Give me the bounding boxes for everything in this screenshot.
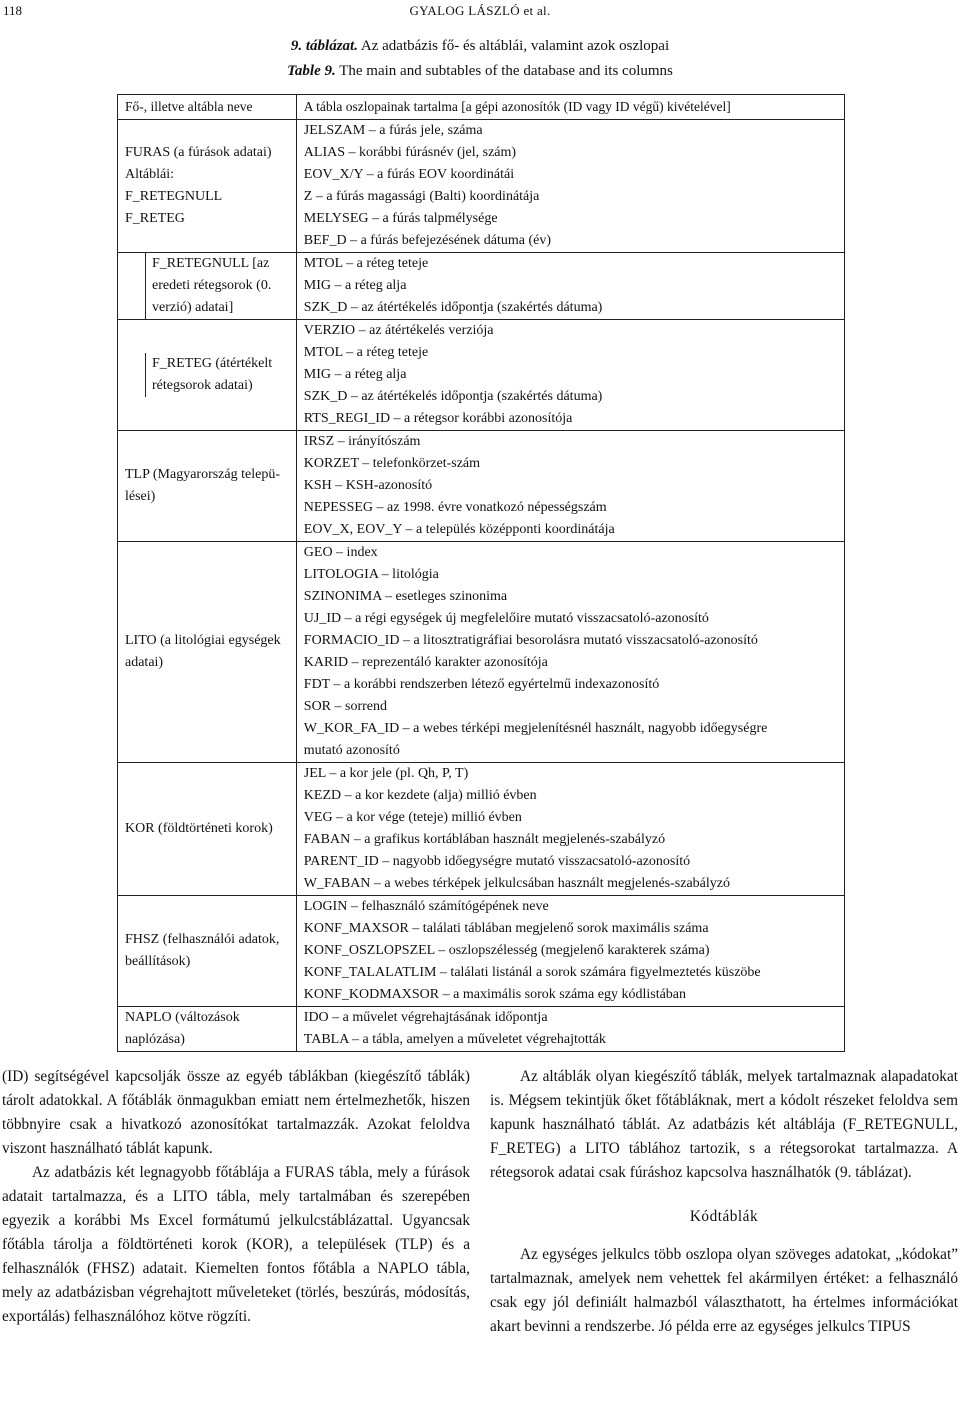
column-list-cell	[296, 431, 844, 542]
column-entry: UJ_ID – a régi egységek új megfelelőire mutató visszacsatoló-azonosító	[303, 611, 709, 626]
table-name-line: Altáblái:	[125, 167, 174, 182]
column-entry: KONF_TALALATLIM – találati listánál a sorok számára figyelmeztetés küszöbe	[303, 965, 761, 980]
column-list-cell	[296, 1007, 844, 1052]
column-entry: GEO – index	[303, 545, 378, 560]
column-entry: MTOL – a réteg teteje	[303, 345, 429, 360]
table-name-line: LITO (a litológiai egységek	[125, 633, 281, 648]
table-name-cell	[118, 896, 297, 1007]
column-entry: EOV_X, EOV_Y – a település középponti koordinátája	[303, 522, 615, 537]
table-name-cell	[118, 431, 297, 542]
paragraph: Az adatbázis két legnagyobb főtáblája a FURAS tábla, mely a fúrások adatait tartalmazza, és a LITO tábla, mely tartalmában és szerepében egyezik a korábbi Ms Excel formátumú jelkulcstáblázattal. Ugyancsak főtábla tárolja a földtörténeti korok (KOR), a települések (TLP) és a felhasználók (FHSZ) adatait. Kiemelten fontos főtábla a NAPLO tábla, mely az adatbázisban végrehajtott műveleteket (törlés, beszúrás, módosítás, exportálás) felhasználóhoz kötve rögzíti.	[2, 1164, 470, 1325]
table-header-row	[118, 95, 845, 120]
table-body	[118, 120, 845, 1052]
table-name-cell	[118, 763, 297, 896]
table-name-line: beállítások)	[125, 954, 191, 969]
column-entry: RTS_REGI_ID – a rétegsor korábbi azonosítója	[303, 411, 573, 426]
column-entry: KONF_KODMAXSOR – a maximális sorok száma egy kódlistában	[303, 987, 687, 1002]
table-name-line: TLP (Magyarország telepü-	[125, 467, 280, 482]
table-group-row	[118, 896, 845, 1007]
column-entry: MTOL – a réteg teteje	[303, 256, 429, 271]
table-name-line: adatai)	[125, 655, 164, 670]
column-entry: SZINONIMA – esetleges szinonima	[303, 589, 508, 604]
column-entry: VEG – a kor vége (teteje) millió évben	[303, 810, 522, 825]
table-name-line: KOR (földtörténeti korok)	[125, 821, 273, 836]
column-entry: SOR – sorrend	[303, 699, 388, 714]
table-group-row	[118, 1007, 845, 1052]
running-title: GYALOG LÁSZLÓ et al.	[409, 3, 551, 18]
column-entry: SZK_D – az átértékelés időpontja (szakértés dátuma)	[303, 300, 603, 315]
column-list-cell	[296, 896, 844, 1007]
column-entry: mutató azonosító	[303, 743, 400, 758]
table-name-cell	[118, 542, 297, 763]
table-name-line: FURAS (a fúrások adatai)	[125, 145, 272, 160]
column-entry: PARENT_ID – nagyobb időegységre mutató visszacsatoló-azonosító	[303, 854, 691, 869]
column-entry: LOGIN – felhasználó számítógépének neve	[303, 899, 549, 914]
table-group-row	[118, 253, 845, 320]
right-column	[490, 1065, 958, 1339]
column-entry: BEF_D – a fúrás befejezésének dátuma (év)	[303, 233, 552, 248]
column-entry: FABAN – a grafikus kortáblában használt megjelenés-szabályzó	[303, 832, 666, 847]
column-entry: MELYSEG – a fúrás talpmélysége	[303, 211, 498, 226]
column-entry: MIG – a réteg alja	[303, 278, 407, 293]
table-group-row	[118, 320, 845, 431]
table-name-cell	[118, 253, 297, 320]
column-entry: IDO – a művelet végrehajtásának időpontja	[303, 1010, 548, 1025]
paragraph: (ID) segítségével kapcsolják össze az egyéb táblákban (kiegészítő táblák) tárolt adatokkal. A főtáblák önmagukban emiatt nem értelmezhetők, hiszen többnyire csak a hivatkozó azonosítókat tartalmazzák. Azokat feloldva viszont használható táblát kapunk.	[2, 1068, 470, 1157]
column-entry: JELSZAM – a fúrás jele, száma	[303, 123, 483, 138]
column-entry: LITOLOGIA – litológia	[303, 567, 439, 582]
table-caption-en	[0, 63, 960, 80]
column-entry: KORZET – telefonkörzet-szám	[303, 456, 481, 471]
page-header	[0, 0, 960, 20]
table-group-row	[118, 763, 845, 896]
column-entry: MIG – a réteg alja	[303, 367, 407, 382]
table-name-cell	[118, 1007, 297, 1052]
table-name-line: F_RETEGNULL	[125, 189, 223, 204]
database-table	[117, 94, 845, 1052]
table-group-row	[118, 542, 845, 763]
left-column	[2, 1065, 470, 1329]
caption-label-hu: 9. táblázat.	[290, 38, 358, 54]
column-entry: KONF_OSZLOPSZEL – oszlopszélesség (megjelenő karakterek száma)	[303, 943, 710, 958]
table-name-line: F_RETEG (átértékelt	[152, 356, 273, 371]
column-entry: ALIAS – korábbi fúrásnév (jel, szám)	[303, 145, 517, 160]
column-list-cell	[296, 763, 844, 896]
column-header-columns: A tábla oszlopainak tartalma [a gépi azonosítók (ID vagy ID végű) kivételével]	[296, 95, 844, 120]
table-name-line: verzió) adatai]	[152, 300, 234, 315]
column-list-cell	[296, 120, 844, 253]
column-entry: KSH – KSH-azonosító	[303, 478, 433, 493]
column-entry: FORMACIO_ID – a litosztratigráfiai besorolásra mutató visszacsatoló-azonosító	[303, 633, 758, 648]
caption-text-hu: Az adatbázis fő- és altáblái, valamint azok oszlopai	[360, 38, 670, 54]
table-group-row	[118, 120, 845, 253]
table-name-line: FHSZ (felhasználói adatok,	[125, 932, 280, 947]
column-entry: W_FABAN – a webes térképek jelkulcsában használt megjelenés-szabályzó	[303, 876, 730, 891]
table-name-line: F_RETEGNULL [az	[152, 256, 270, 271]
column-entry: FDT – a korábbi rendszerben létező egyértelmű indexazonosító	[303, 677, 660, 692]
column-entry: EOV_X/Y – a fúrás EOV koordinátái	[303, 167, 515, 182]
column-entry: IRSZ – irányítószám	[303, 434, 421, 449]
column-entry: Z – a fúrás magassági (Balti) koordinátája	[303, 189, 540, 204]
table-name-line: rétegsorok adatai)	[152, 378, 253, 393]
column-list-cell	[296, 320, 844, 431]
paragraph: Az altáblák olyan kiegészítő táblák, melyek tartalmaznak alapadatokat is. Mégsem tekintjük őket főtábláknak, mert a kódolt részeket feloldva sem kapunk használható táblát. Az adatbázis két altáblája (F_RETEGNULL, F_RETEG) a LITO táblához tartozik, s a rétegsorokat tartalmazza. A rétegsorok adatai csak fúráshoz kapcsolva használhatók (9. táblázat).	[490, 1068, 958, 1181]
column-entry: SZK_D – az átértékelés időpontja (szakértés dátuma)	[303, 389, 603, 404]
column-entry: JEL – a kor jele (pl. Qh, P, T)	[303, 766, 469, 781]
caption-text-en: The main and subtables of the database and its columns	[339, 63, 673, 79]
table-name-cell	[118, 120, 297, 253]
page-number: 118	[3, 3, 23, 18]
table-caption-hu	[0, 38, 960, 55]
paragraph: Az egységes jelkulcs több oszlopa olyan szöveges adatokat, „kódokat” tartalmaznak, amelyek nem vehettek fel akármilyen értéket: a felhasználó csak egy jól definiált halmazból választhatott, ha értelmes információkat akart bevinni a rendszerbe. Jó példa erre az egységes jelkulcs TIPUS	[490, 1246, 958, 1335]
column-entry: W_KOR_FA_ID – a webes térképi megjelenítésnél használt, nagyobb időegységre	[303, 721, 768, 736]
column-entry: TABLA – a tábla, amelyen a műveletet végrehajtották	[303, 1032, 606, 1047]
column-entry: KONF_MAXSOR – találati táblában megjelenő sorok maximális száma	[303, 921, 709, 936]
table-name-line: lései)	[125, 489, 156, 504]
table-name-line: NAPLO (változások	[125, 1010, 240, 1025]
table-name-line: F_RETEG	[125, 211, 185, 226]
column-entry: KEZD – a kor kezdete (alja) millió évben	[303, 788, 537, 803]
column-entry: VERZIO – az átértékelés verziója	[303, 323, 494, 338]
table-name-line: naplózása)	[125, 1032, 185, 1047]
table-name-cell	[118, 320, 297, 431]
section-heading: Kódtáblák	[689, 1208, 759, 1225]
column-header-table-name: Fő-, illetve altábla neve	[118, 95, 297, 120]
column-list-cell	[296, 253, 844, 320]
caption-label-en: Table 9.	[287, 63, 336, 79]
table-group-row	[118, 431, 845, 542]
table-name-line: eredeti rétegsorok (0.	[152, 278, 272, 293]
column-list-cell	[296, 542, 844, 763]
column-entry: KARID – reprezentáló karakter azonosítója	[303, 655, 548, 670]
column-entry: NEPESSEG – az 1998. évre vonatkozó népességszám	[303, 500, 607, 515]
